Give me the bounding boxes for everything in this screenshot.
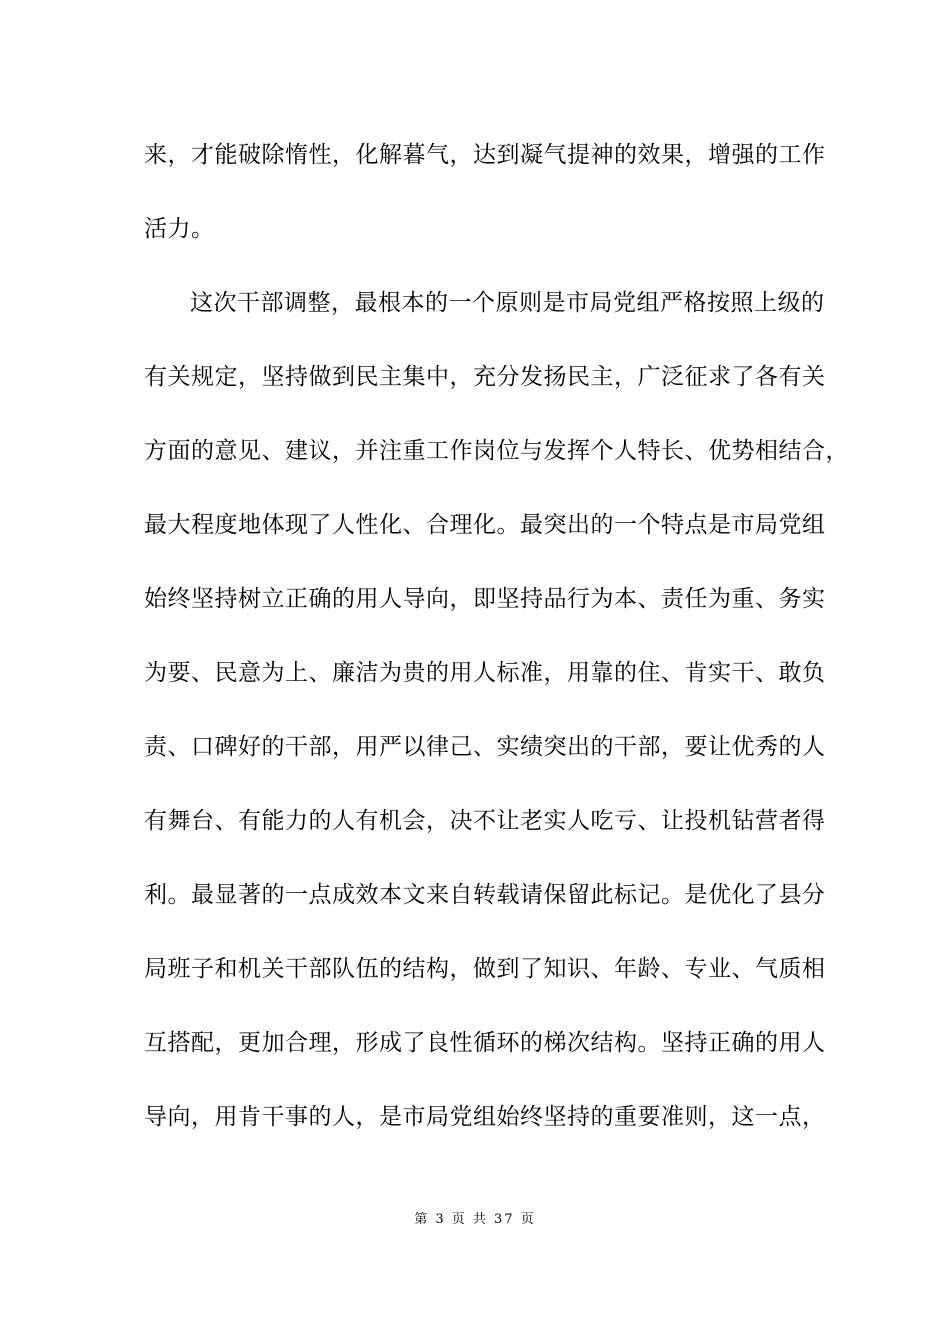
text-line-1: 来，才能破除惰性，化解暮气，达到凝气提神的效果，增强的工作: [144, 142, 826, 168]
text-line-10: 有舞台、有能力的人有机会，决不让老实人吃亏、让投机钻营者得: [144, 808, 826, 834]
text-line-5: 方面的意见、建议，并注重工作岗位与发挥个人特长、优势相结合，: [144, 438, 849, 464]
text-line-11: 利。最显著的一点成效本文来自转载请保留此标记。是优化了县分: [144, 882, 826, 908]
text-line-7: 始终坚持树立正确的用人导向，即坚持品行为本、责任为重、务实: [144, 586, 826, 612]
page-footer: 第 3 页 共 37 页: [414, 1212, 536, 1227]
text-line-13: 互搭配，更加合理，形成了良性循环的梯次结构。坚持正确的用人: [144, 1030, 826, 1056]
text-line-12: 局班子和机关干部队伍的结构，做到了知识、年龄、专业、气质相: [144, 956, 826, 982]
text-line-8: 为要、民意为上、廉洁为贵的用人标准，用靠的住、肯实干、敢负: [144, 660, 826, 686]
text-line-2: 活力。: [144, 216, 215, 242]
text-line-9: 责、口碑好的干部，用严以律己、实绩突出的干部，要让优秀的人: [144, 734, 826, 760]
text-line-14: 导向，用肯干事的人，是市局党组始终坚持的重要准则，这一点，: [144, 1104, 826, 1130]
text-line-4: 有关规定，坚持做到民主集中，充分发扬民主，广泛征求了各有关: [144, 364, 826, 390]
text-line-3: 这次干部调整，最根本的一个原则是市局党组严格按照上级的: [190, 290, 825, 316]
text-line-6: 最大程度地体现了人性化、合理化。最突出的一个特点是市局党组: [144, 512, 826, 538]
